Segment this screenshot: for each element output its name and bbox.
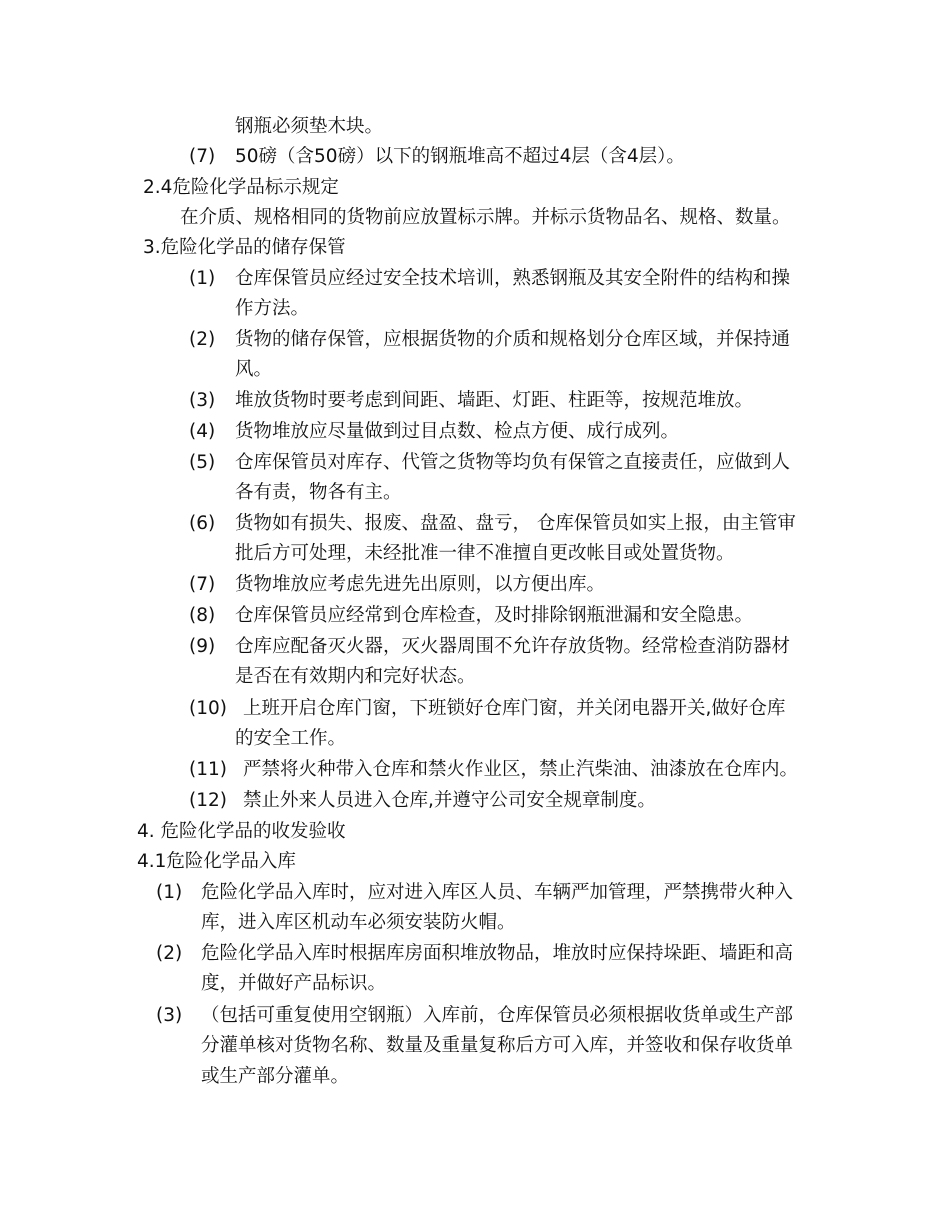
- item-continuation: 是否在有效期内和完好状态。: [235, 666, 476, 687]
- item-continuation: 风。: [235, 359, 273, 380]
- list-item: [189, 604, 753, 628]
- item-text: 禁止外来人员进入仓库,并遵守公司安全规章制度。: [243, 790, 656, 811]
- item-text: 仓库应配备灭火器，灭火器周围不允许存放货物。经常检查消防器材: [235, 636, 791, 657]
- list-item: [189, 451, 790, 475]
- list-item: [156, 942, 793, 966]
- item-text: 货物如有损失、报废、盘盈、盘亏， 仓库保管员如实上报，由主管审: [235, 513, 796, 534]
- item-text: 严禁将火种带入仓库和禁火作业区，禁止汽柴油、油漆放在仓库内。: [243, 759, 799, 780]
- item-continuation: 的安全工作。: [235, 728, 347, 749]
- item-continuation: 或生产部分灌单。: [201, 1066, 350, 1087]
- item-number: (6): [189, 513, 216, 534]
- item-text: 仓库保管员应经过安全技术培训，熟悉钢瓶及其安全附件的结构和操: [235, 268, 791, 289]
- item-number: (3): [156, 1005, 183, 1026]
- item-text: 仓库保管员应经常到仓库检查，及时排除钢瓶泄漏和安全隐患。: [235, 605, 754, 626]
- item-text: 危险化学品入库时，应对进入库区人员、车辆严加管理，严禁携带火种入: [201, 882, 794, 903]
- list-item: [189, 420, 679, 444]
- list-item: [189, 145, 685, 169]
- section-heading: 4. 危险化学品的收发验收: [137, 821, 346, 842]
- list-item: [189, 512, 796, 536]
- item-number: (10): [189, 698, 227, 719]
- item-text: 50磅（含50磅）以下的钢瓶堆高不超过4层（含4层）。: [235, 146, 685, 167]
- list-item: [189, 573, 605, 597]
- item-continuation: 各有责，物各有主。: [235, 482, 402, 503]
- item-text: 堆放货物时要考虑到间距、墙距、灯距、柱距等，按规范堆放。: [235, 390, 754, 411]
- item-number: (2): [189, 329, 216, 350]
- list-item: [189, 389, 753, 413]
- subsection-heading: 4.1危险化学品入库: [137, 851, 296, 872]
- item-continuation: 作方法。: [235, 298, 310, 319]
- item-number: (1): [189, 268, 216, 289]
- section-heading: 3.危险化学品的储存保管: [143, 237, 346, 258]
- item-number: (12): [189, 790, 227, 811]
- item-continuation: 库，进入库区机动车必须安装防火帽。: [201, 912, 516, 933]
- item-number: (1): [156, 882, 183, 903]
- list-item: [189, 697, 785, 721]
- item-text: 仓库保管员对库存、代管之货物等均负有保管之直接责任，应做到人: [235, 452, 791, 473]
- item-text: 货物堆放应尽量做到过目点数、检点方便、成行成列。: [235, 421, 680, 442]
- item-number: (2): [156, 943, 183, 964]
- item-number: (8): [189, 605, 216, 626]
- list-item: [189, 328, 790, 352]
- item-text: （包括可重复使用空钢瓶）入库前，仓库保管员必须根据收货单或生产部: [201, 1005, 794, 1026]
- item-continuation: 度，并做好产品标识。: [201, 973, 387, 994]
- list-item: [156, 881, 793, 905]
- item-number: (5): [189, 452, 216, 473]
- item-number: (4): [189, 421, 216, 442]
- item-number: (7): [189, 146, 216, 167]
- item-continuation: 批后方可处理，未经批准一律不准擅自更改帐目或处置货物。: [235, 543, 735, 564]
- list-item: [189, 789, 656, 813]
- item-text: 上班开启仓库门窗，下班锁好仓库门窗，并关闭电器开关,做好仓库: [243, 698, 786, 719]
- section-heading: 2.4危险化学品标示规定: [143, 177, 339, 198]
- list-item: [189, 635, 790, 659]
- list-item: [189, 758, 798, 782]
- text-line: 在介质、规格相同的货物前应放置标示牌。并标示货物品名、规格、数量。: [180, 207, 791, 228]
- list-item: [189, 267, 790, 291]
- item-text: 货物堆放应考虑先进先出原则，以方便出库。: [235, 574, 606, 595]
- item-number: (7): [189, 574, 216, 595]
- item-text: 货物的储存保管，应根据货物的介质和规格划分仓库区域，并保持通: [235, 329, 791, 350]
- item-number: (9): [189, 636, 216, 657]
- item-text: 危险化学品入库时根据库房面积堆放物品，堆放时应保持垛距、墙距和高: [201, 943, 794, 964]
- item-number: (11): [189, 759, 227, 780]
- item-number: (3): [189, 390, 216, 411]
- item-continuation: 分灌单核对货物名称、数量及重量复称后方可入库，并签收和保存收货单: [201, 1035, 794, 1056]
- list-item: [156, 1004, 793, 1028]
- text-line: 钢瓶必须垫木块。: [235, 116, 384, 137]
